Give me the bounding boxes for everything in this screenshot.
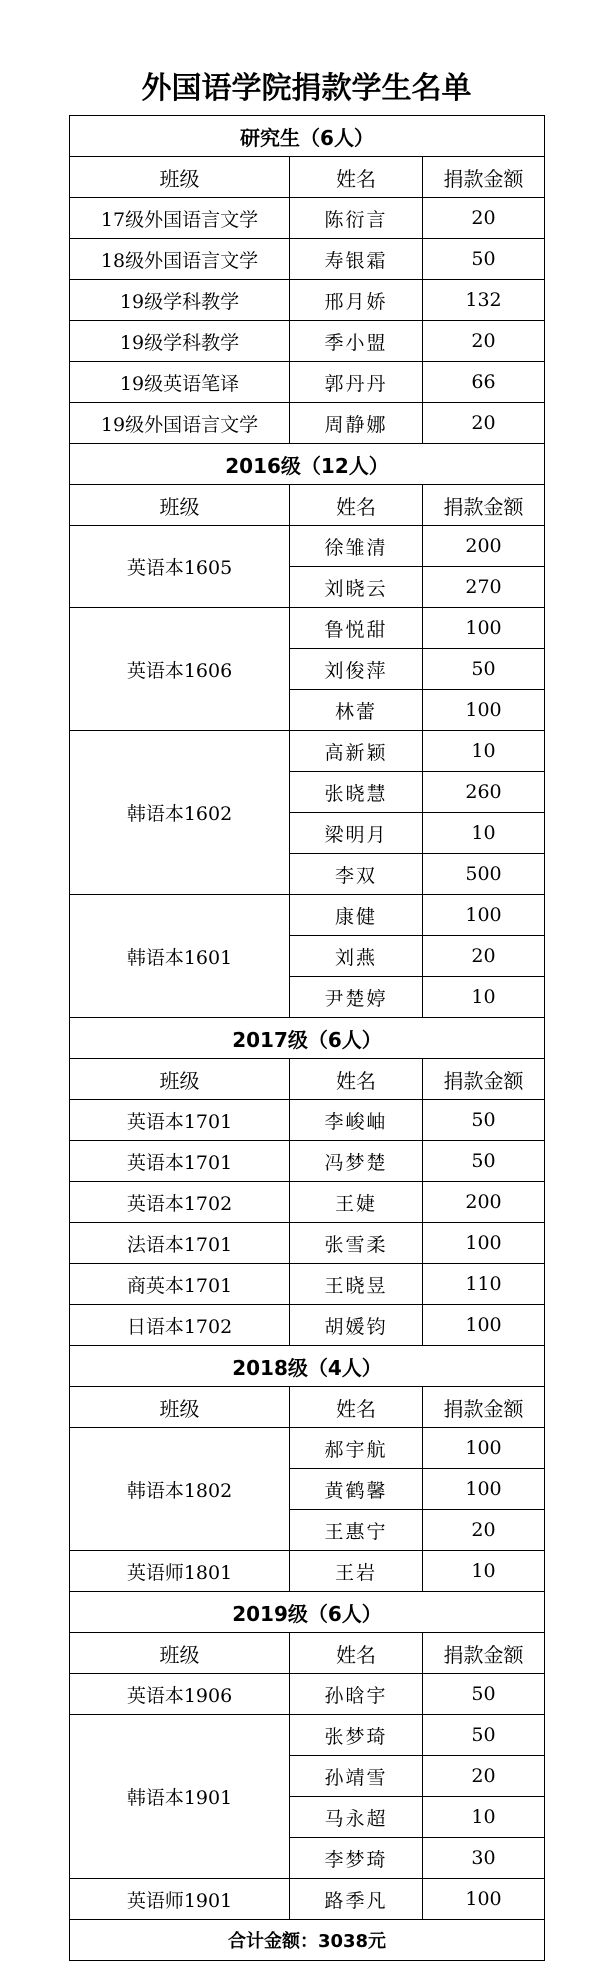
name-cell: 王晓昱: [290, 1264, 423, 1305]
column-header-class: 班级: [70, 1387, 290, 1428]
amount-cell: 10: [423, 1551, 545, 1592]
amount-cell: 500: [423, 854, 545, 895]
amount-cell: 200: [423, 526, 545, 567]
amount-cell: 50: [423, 649, 545, 690]
section-heading: 2016级（12人）: [70, 444, 545, 485]
class-cell: 19级学科教学: [70, 321, 290, 362]
name-cell: 高新颖: [290, 731, 423, 772]
amount-cell: 100: [423, 1305, 545, 1346]
total-row: [70, 1920, 545, 1961]
class-cell: 19级外国语言文学: [70, 403, 290, 444]
amount-cell: 100: [423, 1428, 545, 1469]
class-cell: 商英本1701: [70, 1264, 290, 1305]
column-header-row: [70, 1387, 545, 1428]
section-heading-row: [70, 116, 545, 157]
donor-table-body: [70, 116, 545, 1961]
table-row: [70, 239, 545, 280]
amount-cell: 20: [423, 403, 545, 444]
name-cell: 郝宇航: [290, 1428, 423, 1469]
name-cell: 张晓慧: [290, 772, 423, 813]
column-header-name: 姓名: [290, 1387, 423, 1428]
column-header-class: 班级: [70, 157, 290, 198]
name-cell: 张雪柔: [290, 1223, 423, 1264]
donor-table: [69, 115, 545, 1961]
class-cell: 英语本1701: [70, 1100, 290, 1141]
table-row: [70, 280, 545, 321]
amount-cell: 100: [423, 1879, 545, 1920]
table-row: [70, 731, 545, 772]
name-cell: 鲁悦甜: [290, 608, 423, 649]
table-row: [70, 321, 545, 362]
name-cell: 路季凡: [290, 1879, 423, 1920]
class-cell: 韩语本1602: [70, 731, 290, 895]
amount-cell: 20: [423, 1510, 545, 1551]
amount-cell: 100: [423, 1223, 545, 1264]
section-heading: 研究生（6人）: [70, 116, 545, 157]
section-heading-row: [70, 1592, 545, 1633]
name-cell: 王岩: [290, 1551, 423, 1592]
class-cell: 韩语本1901: [70, 1715, 290, 1879]
class-cell: 英语本1702: [70, 1182, 290, 1223]
section-heading: 2019级（6人）: [70, 1592, 545, 1633]
name-cell: 李峻岫: [290, 1100, 423, 1141]
name-cell: 徐雏清: [290, 526, 423, 567]
amount-cell: 20: [423, 1756, 545, 1797]
table-row: [70, 608, 545, 649]
section-heading-row: [70, 1018, 545, 1059]
amount-cell: 30: [423, 1838, 545, 1879]
column-header-amount: 捐款金额: [423, 1059, 545, 1100]
section-heading-row: [70, 1346, 545, 1387]
class-cell: 英语师1901: [70, 1879, 290, 1920]
class-cell: 法语本1701: [70, 1223, 290, 1264]
class-cell: 英语本1606: [70, 608, 290, 731]
amount-cell: 66: [423, 362, 545, 403]
column-header-row: [70, 485, 545, 526]
table-row: [70, 198, 545, 239]
name-cell: 季小盟: [290, 321, 423, 362]
class-cell: 英语本1906: [70, 1674, 290, 1715]
amount-cell: 50: [423, 1141, 545, 1182]
name-cell: 邢月娇: [290, 280, 423, 321]
name-cell: 王惠宁: [290, 1510, 423, 1551]
column-header-amount: 捐款金额: [423, 1633, 545, 1674]
table-row: [70, 1141, 545, 1182]
amount-cell: 50: [423, 239, 545, 280]
table-row: [70, 1182, 545, 1223]
amount-cell: 260: [423, 772, 545, 813]
total-amount: 合计金额：3038元: [70, 1920, 545, 1961]
name-cell: 黄鹤馨: [290, 1469, 423, 1510]
name-cell: 李梦琦: [290, 1838, 423, 1879]
column-header-name: 姓名: [290, 157, 423, 198]
name-cell: 孙靖雪: [290, 1756, 423, 1797]
class-cell: 18级外国语言文学: [70, 239, 290, 280]
name-cell: 陈衍言: [290, 198, 423, 239]
name-cell: 刘晓云: [290, 567, 423, 608]
amount-cell: 50: [423, 1100, 545, 1141]
column-header-row: [70, 1059, 545, 1100]
amount-cell: 10: [423, 731, 545, 772]
column-header-amount: 捐款金额: [423, 485, 545, 526]
amount-cell: 110: [423, 1264, 545, 1305]
amount-cell: 50: [423, 1674, 545, 1715]
column-header-name: 姓名: [290, 1633, 423, 1674]
class-cell: 英语本1605: [70, 526, 290, 608]
table-row: [70, 1428, 545, 1469]
amount-cell: 10: [423, 813, 545, 854]
name-cell: 冯梦楚: [290, 1141, 423, 1182]
table-row: [70, 1223, 545, 1264]
table-row: [70, 1264, 545, 1305]
amount-cell: 270: [423, 567, 545, 608]
class-cell: 19级英语笔译: [70, 362, 290, 403]
name-cell: 李双: [290, 854, 423, 895]
column-header-name: 姓名: [290, 1059, 423, 1100]
amount-cell: 100: [423, 608, 545, 649]
name-cell: 林蕾: [290, 690, 423, 731]
column-header-amount: 捐款金额: [423, 157, 545, 198]
table-row: [70, 895, 545, 936]
amount-cell: 132: [423, 280, 545, 321]
name-cell: 梁明月: [290, 813, 423, 854]
amount-cell: 20: [423, 198, 545, 239]
class-cell: 韩语本1601: [70, 895, 290, 1018]
class-cell: 英语师1801: [70, 1551, 290, 1592]
column-header-class: 班级: [70, 485, 290, 526]
table-row: [70, 1100, 545, 1141]
section-heading-row: [70, 444, 545, 485]
table-row: [70, 1305, 545, 1346]
column-header-amount: 捐款金额: [423, 1387, 545, 1428]
name-cell: 王婕: [290, 1182, 423, 1223]
amount-cell: 50: [423, 1715, 545, 1756]
name-cell: 康健: [290, 895, 423, 936]
amount-cell: 100: [423, 895, 545, 936]
section-heading: 2018级（4人）: [70, 1346, 545, 1387]
name-cell: 孙晗宇: [290, 1674, 423, 1715]
name-cell: 尹楚婷: [290, 977, 423, 1018]
name-cell: 郭丹丹: [290, 362, 423, 403]
name-cell: 张梦琦: [290, 1715, 423, 1756]
table-row: [70, 1551, 545, 1592]
column-header-name: 姓名: [290, 485, 423, 526]
table-row: [70, 362, 545, 403]
table-row: [70, 403, 545, 444]
name-cell: 周静娜: [290, 403, 423, 444]
name-cell: 刘俊萍: [290, 649, 423, 690]
column-header-row: [70, 157, 545, 198]
name-cell: 马永超: [290, 1797, 423, 1838]
amount-cell: 100: [423, 690, 545, 731]
column-header-class: 班级: [70, 1059, 290, 1100]
class-cell: 日语本1702: [70, 1305, 290, 1346]
name-cell: 刘燕: [290, 936, 423, 977]
table-row: [70, 526, 545, 567]
section-heading: 2017级（6人）: [70, 1018, 545, 1059]
class-cell: 17级外国语言文学: [70, 198, 290, 239]
column-header-row: [70, 1633, 545, 1674]
table-row: [70, 1674, 545, 1715]
amount-cell: 20: [423, 936, 545, 977]
column-header-class: 班级: [70, 1633, 290, 1674]
amount-cell: 10: [423, 977, 545, 1018]
amount-cell: 100: [423, 1469, 545, 1510]
table-row: [70, 1715, 545, 1756]
class-cell: 韩语本1802: [70, 1428, 290, 1551]
name-cell: 胡媛钧: [290, 1305, 423, 1346]
amount-cell: 20: [423, 321, 545, 362]
document-title: 外国语学院捐款学生名单: [141, 71, 472, 106]
class-cell: 19级学科教学: [70, 280, 290, 321]
amount-cell: 200: [423, 1182, 545, 1223]
name-cell: 寿银霜: [290, 239, 423, 280]
table-row: [70, 1879, 545, 1920]
amount-cell: 10: [423, 1797, 545, 1838]
class-cell: 英语本1701: [70, 1141, 290, 1182]
